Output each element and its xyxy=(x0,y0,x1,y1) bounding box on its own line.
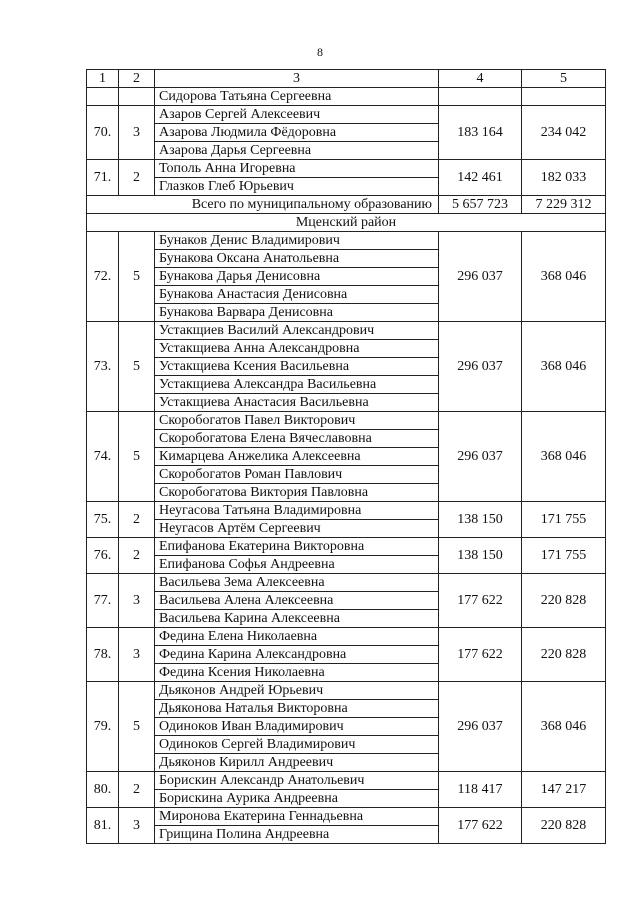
amount-col4: 118 417 xyxy=(439,772,522,808)
person-name: Устакщиев Василий Александрович xyxy=(155,322,439,340)
table-row xyxy=(87,808,606,826)
person-name: Одиноков Сергей Владимирович xyxy=(155,736,439,754)
table-row xyxy=(87,538,606,556)
row-number: 75. xyxy=(87,502,119,538)
header-cell: 3 xyxy=(155,70,439,88)
amount-col4: 296 037 xyxy=(439,322,522,412)
person-name: Кимарцева Анжелика Алексеевна xyxy=(155,448,439,466)
member-count: 2 xyxy=(119,160,155,196)
person-name: Епифанова Софья Андреевна xyxy=(155,556,439,574)
member-count: 5 xyxy=(119,682,155,772)
person-name: Глазков Глеб Юрьевич xyxy=(155,178,439,196)
page-number: 8 xyxy=(317,45,323,59)
member-count: 3 xyxy=(119,574,155,628)
row-number: 72. xyxy=(87,232,119,322)
amount-col5: 220 828 xyxy=(522,808,606,844)
person-name: Васильева Карина Алексеевна xyxy=(155,610,439,628)
total-col5: 7 229 312 xyxy=(522,196,606,214)
member-count: 2 xyxy=(119,502,155,538)
person-name: Неугасов Артём Сергеевич xyxy=(155,520,439,538)
person-name: Дьяконов Андрей Юрьевич xyxy=(155,682,439,700)
table-row xyxy=(87,160,606,178)
row-number: 78. xyxy=(87,628,119,682)
member-count: 5 xyxy=(119,412,155,502)
person-name: Неугасова Татьяна Владимировна xyxy=(155,502,439,520)
header-row xyxy=(87,70,606,88)
person-name: Васильева Зема Алексеевна xyxy=(155,574,439,592)
person-name: Устакщиева Александра Васильевна xyxy=(155,376,439,394)
member-count: 3 xyxy=(119,808,155,844)
amount-col5: 368 046 xyxy=(522,412,606,502)
person-name: Епифанова Екатерина Викторовна xyxy=(155,538,439,556)
table-row xyxy=(87,682,606,700)
recipients-table xyxy=(86,69,606,844)
district-heading: Мценский район xyxy=(87,214,606,232)
total-label: Всего по муниципальному образованию xyxy=(87,196,439,214)
person-name: Васильева Алена Алексеевна xyxy=(155,592,439,610)
table-row xyxy=(87,412,606,430)
person-name: Устакщиева Анастасия Васильевна xyxy=(155,394,439,412)
amount-col4: 138 150 xyxy=(439,502,522,538)
amount-col5: 171 755 xyxy=(522,538,606,574)
row-number: 76. xyxy=(87,538,119,574)
row-number: 77. xyxy=(87,574,119,628)
amount-col5: 220 828 xyxy=(522,628,606,682)
total-col4: 5 657 723 xyxy=(439,196,522,214)
member-count: 3 xyxy=(119,628,155,682)
amount-col4: 183 164 xyxy=(439,106,522,160)
person-name: Бунакова Оксана Анатольевна xyxy=(155,250,439,268)
amount-col5: 368 046 xyxy=(522,682,606,772)
person-name: Борискина Аурика Андреевна xyxy=(155,790,439,808)
person-name: Бунакова Варвара Денисовна xyxy=(155,304,439,322)
row-number: 73. xyxy=(87,322,119,412)
person-name: Федина Елена Николаевна xyxy=(155,628,439,646)
amount-col4: 296 037 xyxy=(439,682,522,772)
member-count: 2 xyxy=(119,538,155,574)
amount-col5: 368 046 xyxy=(522,232,606,322)
amount-col5: 147 217 xyxy=(522,772,606,808)
person-name: Федина Карина Александровна xyxy=(155,646,439,664)
total-row xyxy=(87,196,606,214)
amount-col4: 177 622 xyxy=(439,808,522,844)
amount-col5: 368 046 xyxy=(522,322,606,412)
person-name: Скоробогатов Павел Викторович xyxy=(155,412,439,430)
person-name: Грищина Полина Андреевна xyxy=(155,826,439,844)
person-name: Устакщиева Ксения Васильевна xyxy=(155,358,439,376)
amount-col5: 182 033 xyxy=(522,160,606,196)
amount-col5: 171 755 xyxy=(522,502,606,538)
row-number: 81. xyxy=(87,808,119,844)
row-number: 80. xyxy=(87,772,119,808)
person-name: Федина Ксения Николаевна xyxy=(155,664,439,682)
table-row xyxy=(87,106,606,124)
member-count: 5 xyxy=(119,322,155,412)
person-name: Сидорова Татьяна Сергеевна xyxy=(155,88,439,106)
row-number: 79. xyxy=(87,682,119,772)
member-count: 2 xyxy=(119,772,155,808)
amount-col4: 177 622 xyxy=(439,574,522,628)
person-name: Одиноков Иван Владимирович xyxy=(155,718,439,736)
person-name: Дьяконова Наталья Викторовна xyxy=(155,700,439,718)
header-cell: 4 xyxy=(439,70,522,88)
table-row xyxy=(87,628,606,646)
person-name: Азарова Дарья Сергеевна xyxy=(155,142,439,160)
row-number: 70. xyxy=(87,106,119,160)
person-name: Дьяконов Кирилл Андреевич xyxy=(155,754,439,772)
person-name: Скоробогатов Роман Павлович xyxy=(155,466,439,484)
person-name: Азарова Людмила Фёдоровна xyxy=(155,124,439,142)
person-name: Миронова Екатерина Геннадьевна xyxy=(155,808,439,826)
amount-col5: 220 828 xyxy=(522,574,606,628)
continuation-row xyxy=(87,88,606,106)
person-name: Бунакова Дарья Денисовна xyxy=(155,268,439,286)
header-cell: 2 xyxy=(119,70,155,88)
person-name: Тополь Анна Игоревна xyxy=(155,160,439,178)
header-cell: 5 xyxy=(522,70,606,88)
person-name: Бунакова Анастасия Денисовна xyxy=(155,286,439,304)
amount-col5: 234 042 xyxy=(522,106,606,160)
amount-col4: 296 037 xyxy=(439,232,522,322)
person-name: Скоробогатова Елена Вячеславовна xyxy=(155,430,439,448)
district-row xyxy=(87,214,606,232)
person-name: Скоробогатова Виктория Павловна xyxy=(155,484,439,502)
person-name: Бунаков Денис Владимирович xyxy=(155,232,439,250)
amount-col4: 138 150 xyxy=(439,538,522,574)
table-row xyxy=(87,772,606,790)
person-name: Устакщиева Анна Александровна xyxy=(155,340,439,358)
amount-col4: 177 622 xyxy=(439,628,522,682)
member-count: 5 xyxy=(119,232,155,322)
table-row xyxy=(87,322,606,340)
row-number: 71. xyxy=(87,160,119,196)
amount-col4: 142 461 xyxy=(439,160,522,196)
header-cell: 1 xyxy=(87,70,119,88)
table-row xyxy=(87,232,606,250)
person-name: Борискин Александр Анатольевич xyxy=(155,772,439,790)
table-row xyxy=(87,574,606,592)
amount-col4: 296 037 xyxy=(439,412,522,502)
table-row xyxy=(87,502,606,520)
row-number: 74. xyxy=(87,412,119,502)
member-count: 3 xyxy=(119,106,155,160)
person-name: Азаров Сергей Алексеевич xyxy=(155,106,439,124)
